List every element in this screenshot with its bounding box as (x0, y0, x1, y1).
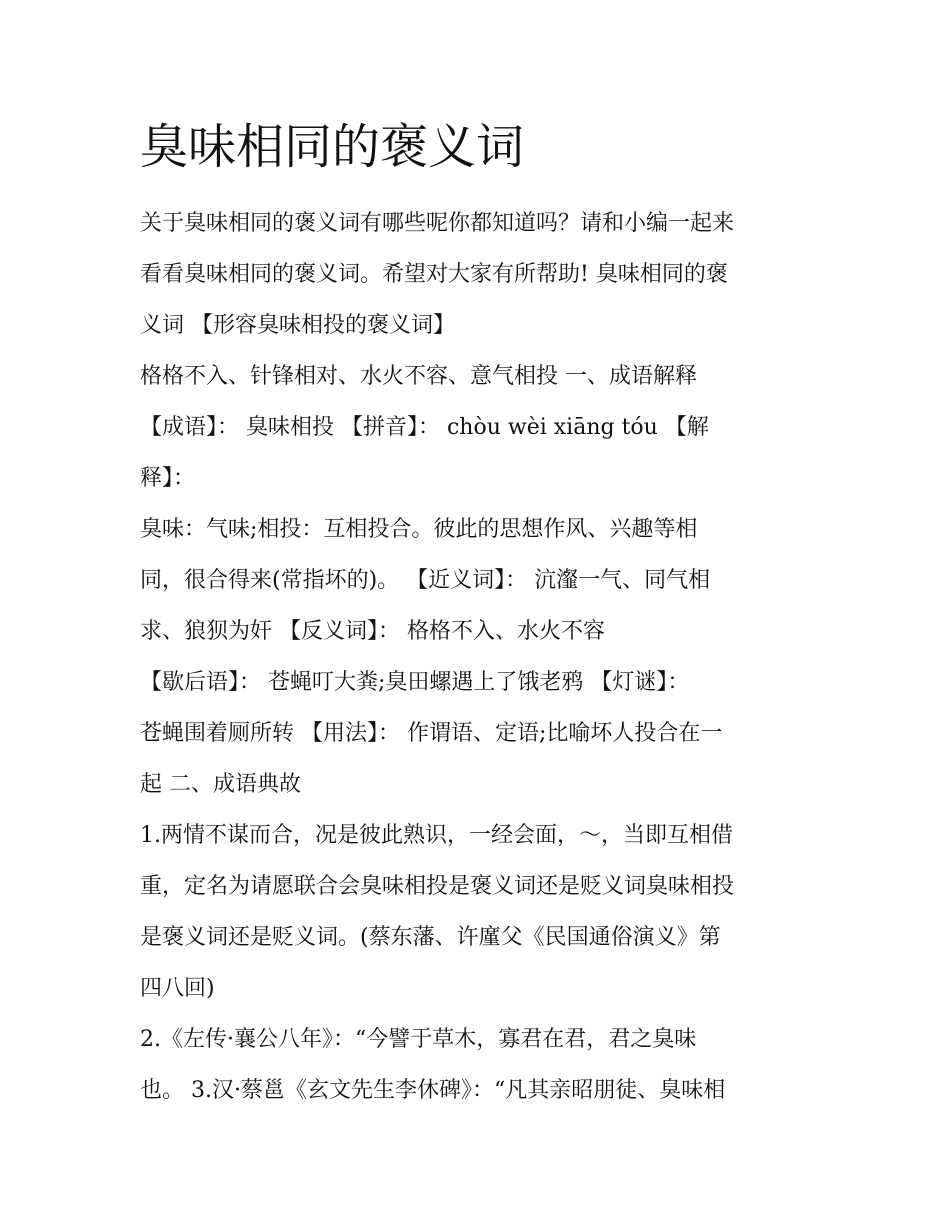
text-line: 苍蝇围着厕所转 【用法】： 作谓语、定语;比喻坏人投合在一 (140, 721, 723, 746)
text-line: 义词 【形容臭味相投的褒义词】 (140, 313, 455, 338)
text-line: 格格不入、针锋相对、水火不容、意气相投 一、成语解释 (140, 364, 697, 389)
text-line: 求、狼狈为奸 【反义词】： 格格不入、水火不容 (140, 619, 605, 644)
text-line: 看看臭味相同的褒义词。希望对大家有所帮助! 臭味相同的褒 (140, 262, 728, 287)
text-line: 【成语】： 臭味相投 【拼音】： chòu wèi xiāng tóu 【解 (140, 415, 709, 440)
text-line: 释】： (140, 466, 196, 491)
text-line: 是褒义词还是贬义词。(蔡东藩、许廑父《民国通俗演义》第 (140, 925, 721, 950)
text-line: 1.两情不谋而合，况是彼此熟识，一经会面，～，当即互相借 (140, 823, 733, 848)
page-title: 臭味相同的褒义词 (140, 119, 525, 175)
text-line: 重，定名为请愿联合会臭味相投是褒义词还是贬义词臭味相投 (140, 874, 735, 899)
text-line: 也。 3.汉·蔡邕《玄文先生李休碑》：“凡其亲昭朋徒、臭味相 (140, 1078, 726, 1103)
body-text (140, 198, 812, 1116)
text-line: 2.《左传·襄公八年》：“今譬于草木，寡君在君，君之臭味 (140, 1027, 697, 1052)
text-line: 臭味：气味;相投：互相投合。彼此的思想作风、兴趣等相 (140, 517, 698, 542)
text-line: 四八回) (140, 976, 215, 1001)
text-line: 同，很合得来(常指坏的)。 【近义词】： 沆瀣一气、同气相 (140, 568, 711, 593)
text-line: 关于臭味相同的褒义词有哪些呢你都知道吗？请和小编一起来 (140, 211, 735, 236)
text-line: 起 二、成语典故 (140, 772, 301, 797)
text-line: 【歇后语】： 苍蝇叮大粪;臭田螺遇上了饿老鸦 【灯谜】： (140, 670, 690, 695)
